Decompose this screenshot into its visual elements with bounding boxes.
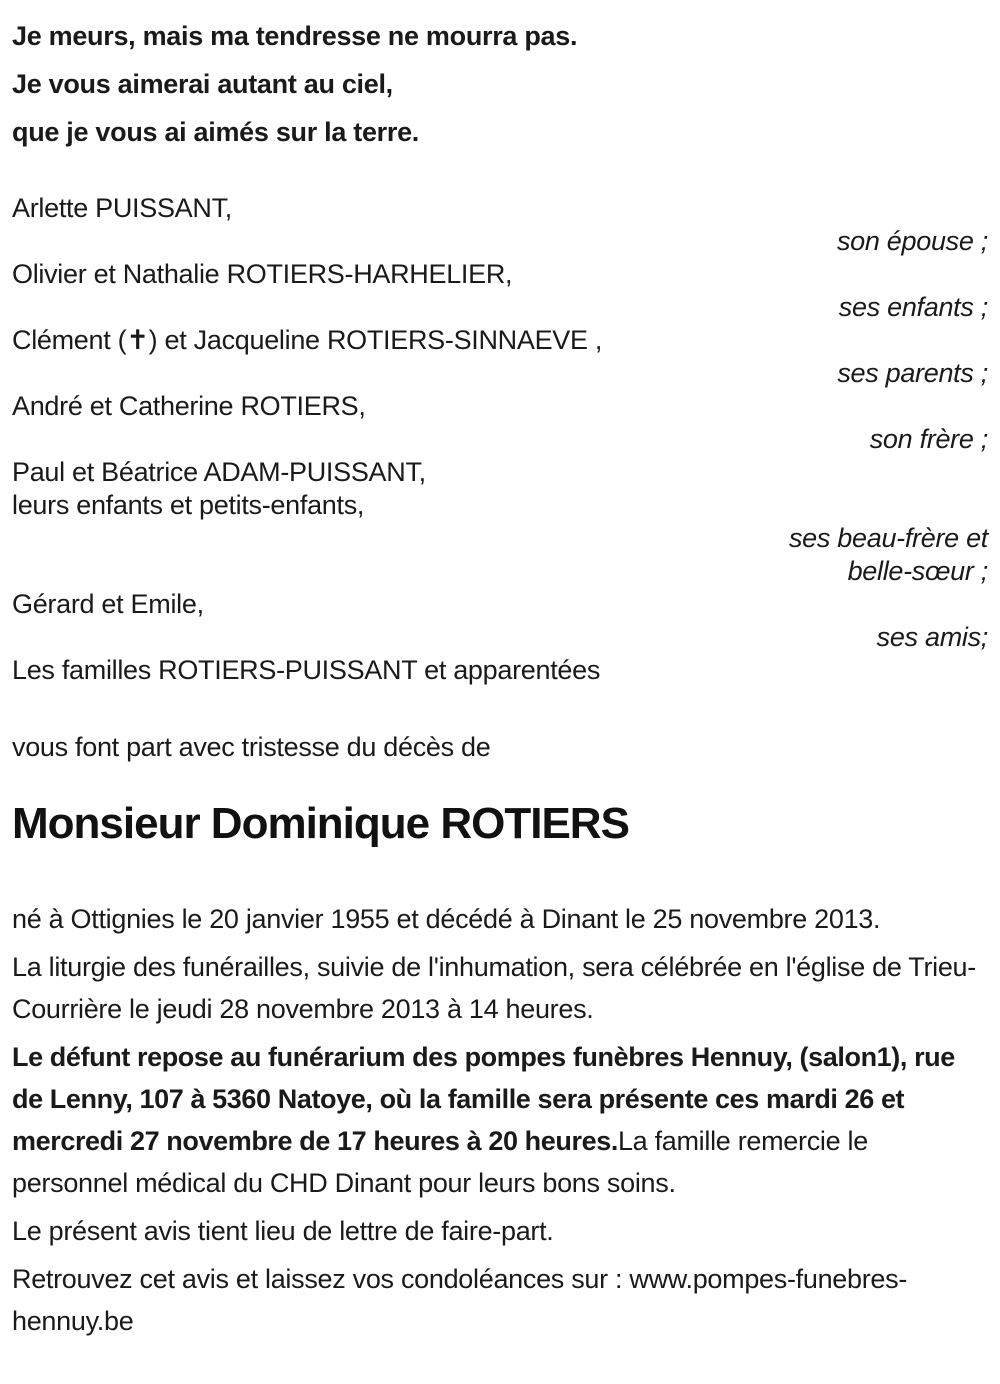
family-name-line: Gérard et Emile, [12,589,204,619]
relation-label: ses beau-frère et [788,523,988,553]
thanks-text: La famille remercie le personnel médical du CHD Dinant pour leurs bons soins. [12,1126,868,1198]
details-section [12,898,988,1342]
funeral-service-paragraph: La liturgie des funérailles, suivie de l'inhumation, sera célébrée en l'église de Trieu-Courrière le jeudi 28 novembre 2013 à 14 heures. [12,952,976,1024]
family-name-line: Les familles ROTIERS-PUISSANT et apparentées [12,655,601,685]
relation-label: son épouse ; [836,226,988,256]
repose-bold-text: Le défunt repose au funérarium des pompes funèbres Hennuy, (salon1), rue de Lenny, 107 à 5360 Natoye, où la famille sera présente ces mardi 26 et mercredi 27 novembre de 17 heures à 20 heures. [12,1042,955,1156]
epigraph-line: Je meurs, mais ma tendresse ne mourra pas. [12,21,578,51]
epigraph [12,12,988,156]
family-name-line: Clément (✝) et Jacqueline ROTIERS-SINNAEVE , [12,325,603,355]
family-name-line: Paul et Béatrice ADAM-PUISSANT, [12,457,426,487]
repose-paragraph [12,1036,988,1204]
epigraph-line: que je vous ai aimés sur la terre. [12,117,419,147]
epigraph-line: Je vous aimerai autant au ciel, [12,69,393,99]
family-name-line: Arlette PUISSANT, [12,193,232,223]
relation-label: ses parents ; [837,358,988,388]
relation-label: son frère ; [869,424,988,454]
announcement-intro: vous font part avec tristesse du décès de [12,732,491,762]
family-name-line: leurs enfants et petits-enfants, [12,490,365,520]
relation-label: ses amis; [876,622,988,652]
relation-label: belle-sœur ; [847,556,988,586]
family-name-line: André et Catherine ROTIERS, [12,391,366,421]
family-name-line: Olivier et Nathalie ROTIERS-HARHELIER, [12,259,513,289]
relation-label: ses enfants ; [838,292,988,322]
deceased-name-heading: Monsieur Dominique ROTIERS [12,799,629,848]
condolences-line: Retrouvez cet avis et laissez vos condoléances sur : www.pompes-funebres-hennuy.be [12,1264,908,1336]
family-list [12,192,988,687]
notice-line: Le présent avis tient lieu de lettre de faire-part. [12,1216,554,1246]
birth-death-line: né à Ottignies le 20 janvier 1955 et décédé à Dinant le 25 novembre 2013. [12,904,881,934]
